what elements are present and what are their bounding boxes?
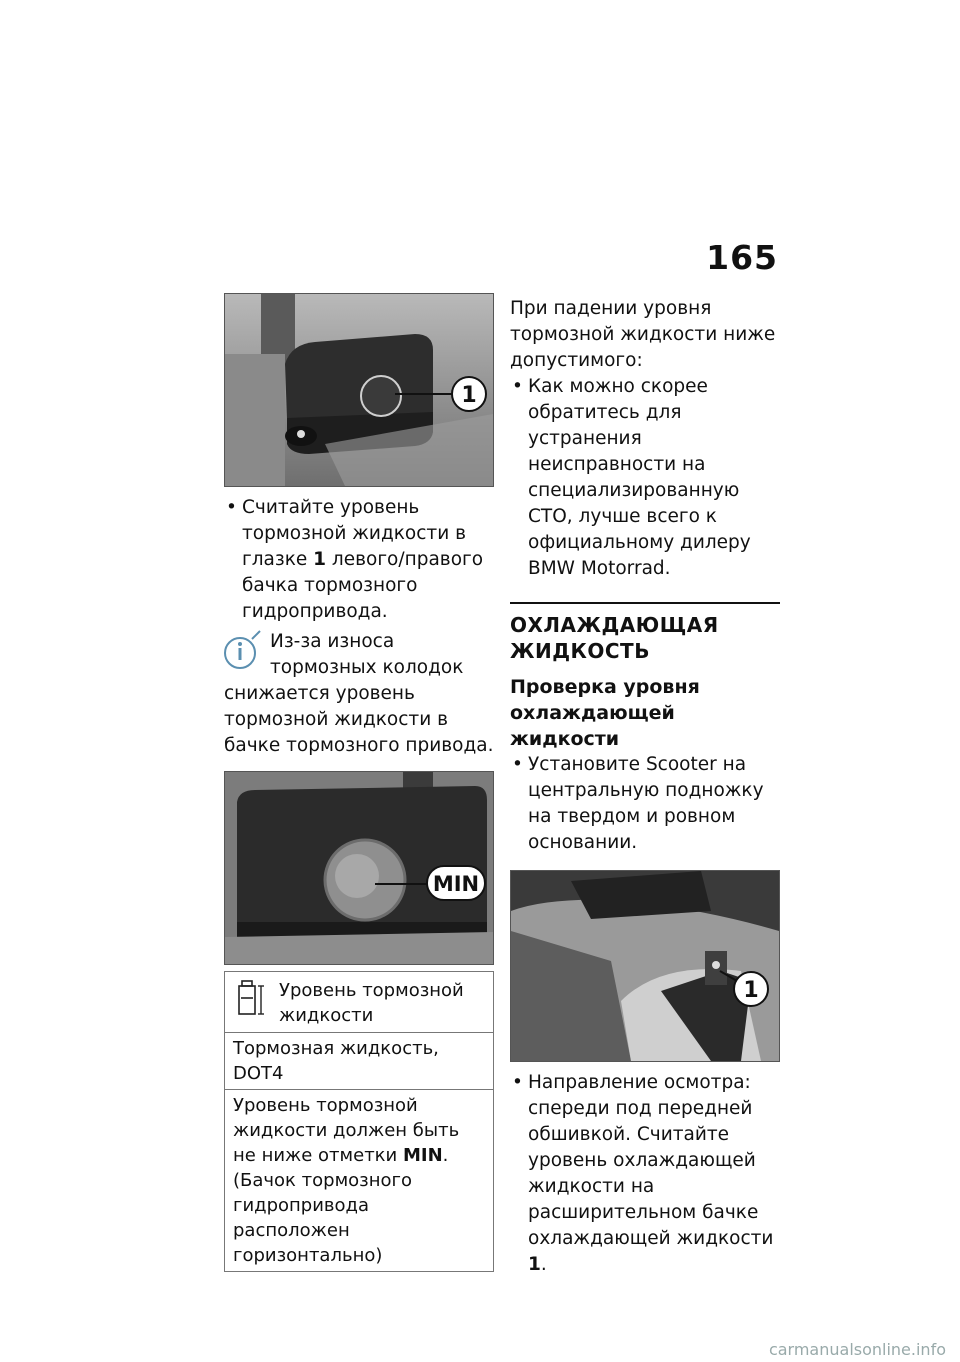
section-title: ОХЛАЖДАЮЩАЯ ЖИДКОСТЬ <box>510 602 780 664</box>
photo3-callout: 1 <box>743 978 759 1003</box>
spec-level-rule <box>225 1089 493 1271</box>
bullet1-text-b: левого/правого бачка тормозного гидропривода. <box>242 549 484 622</box>
photo1-callout: 1 <box>461 383 477 408</box>
min-mark-photo <box>224 771 494 965</box>
spec-rule-text-a: Уровень тормозной жидкости должен быть не ниже отметки <box>233 1095 460 1166</box>
bullet1-text-a: Считайте уровень тормозной жидкости в глазке <box>242 497 466 570</box>
bullet1-key: 1 <box>313 549 327 570</box>
bullet3-text-b: . <box>540 1254 547 1275</box>
bullet-contact-dealer: • Как можно скорее обратитесь для устранения неисправности на специализированную СТО, лучше всего к официальному дилеру BMW Motorrad. <box>510 374 780 582</box>
bullet3-text-a: Направление осмотра: спереди под передней обшивкой. Считайте уровень охлаждающей жидкости на расширительном бачке охлаждающей жидкости <box>528 1072 774 1249</box>
fluid-level-icon <box>233 978 269 1022</box>
bullet3-key: 1 <box>528 1254 541 1275</box>
coolant-reservoir-image <box>511 871 779 1061</box>
bullet-center-stand: • Установите Scooter на центральную подножку на твердом и ровном основании. <box>510 752 780 856</box>
info-note <box>224 629 494 759</box>
min-mark-image <box>225 772 493 964</box>
bullet-check-coolant <box>510 1070 780 1278</box>
low-level-intro: При падении уровня тормозной жидкости ниже допустимого: <box>510 298 776 371</box>
brake-fluid-spec-table <box>224 971 494 1272</box>
spec-rule-text-b: . (Бачок тормозного гидропривода расположен горизонтально) <box>233 1145 449 1266</box>
page-number: 165 <box>706 238 778 277</box>
spec-header-text: Уровень тормозной жидкости <box>279 980 464 1026</box>
brake-reservoir-image <box>225 294 493 486</box>
brake-reservoir-photo <box>224 293 494 487</box>
photo2-callout: MIN <box>432 872 480 896</box>
info-icon <box>224 629 264 675</box>
spec-rule-key: MIN <box>402 1145 443 1166</box>
note-text: Из-за износа тормозных колодок снижается уровень тормозной жидкости в бачке тормозного привода. <box>224 631 494 756</box>
spec-fluid-type: Тормозная жидкость, DOT4 <box>225 1032 493 1089</box>
right-column <box>510 296 780 1278</box>
left-column <box>224 293 494 1272</box>
watermark: carmanualsonline.info <box>768 1340 946 1359</box>
spec-header <box>225 972 493 1032</box>
coolant-reservoir-photo <box>510 870 780 1062</box>
bullet-check-brake-level <box>224 495 494 625</box>
subsection-title: Проверка уровня охлаждающей жидкости <box>510 676 700 750</box>
